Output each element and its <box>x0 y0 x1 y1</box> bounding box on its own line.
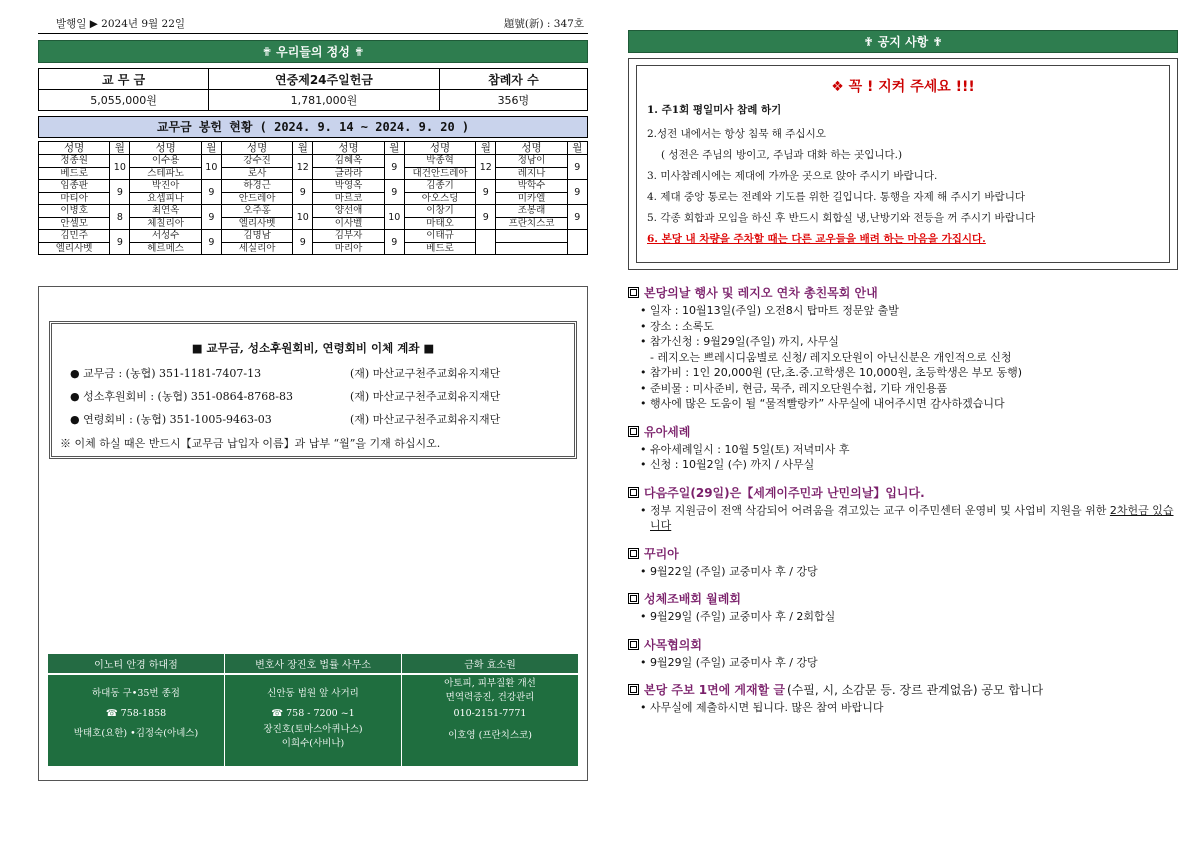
ad-line: 아토피, 피부질환 개선 <box>444 678 536 689</box>
ad-line: 장진호(토마스아퀴나스) <box>263 724 363 735</box>
section-item: • 일자 : 10월13일(주일) 오전8시 탑마트 정문앞 출발 <box>640 303 1178 319</box>
account-label: ● 교무금 : (농협) 351-1181-7407-13 <box>70 367 262 380</box>
section-title-text: 다음주일(29일)은【세계이주민과 난민의날】입니다. <box>644 485 925 500</box>
member-baptismal-name: 로사 <box>221 167 292 180</box>
member-month: 9 <box>110 180 130 205</box>
member-month: 9 <box>567 205 587 230</box>
table-row <box>39 230 588 243</box>
square-icon <box>628 287 639 298</box>
issue-number: 題號(新) : 347호 <box>503 18 584 30</box>
ad-line: ☎ 758 - 7200 ~1 <box>271 708 355 719</box>
dues-col-name: 성명 <box>404 142 475 155</box>
section-title-text: 사목협의회 <box>644 637 702 652</box>
member-name: 이병호 <box>39 205 110 218</box>
ad-line: 010-2151-7771 <box>453 708 527 719</box>
member-month: 9 <box>293 230 313 255</box>
ad-name: 금화 효소원 <box>402 654 579 675</box>
member-name: 정남이 <box>496 155 567 168</box>
member-month <box>476 230 496 255</box>
member-baptismal-name: 안드레아 <box>221 192 292 205</box>
member-month: 9 <box>384 155 404 180</box>
notice-item: 3. 미사참례시에는 제대에 가까운 곳으로 앉아 주시기 바랍니다. <box>647 170 938 182</box>
member-name: 서성수 <box>130 230 201 243</box>
section-item: • 참가신청 : 9월29일(주일) 까지, 사무실 <box>640 334 1178 350</box>
member-name <box>496 230 567 243</box>
news-section <box>628 590 1178 625</box>
section-title-text: 성체조배회 월례회 <box>644 592 741 606</box>
account-frame <box>38 286 588 781</box>
member-baptismal-name: 프란치스코 <box>496 217 567 230</box>
member-month: 12 <box>293 155 313 180</box>
section-item: • 9월29일 (주일) 교중미사 후 / 2회합실 <box>640 609 1178 625</box>
member-month: 9 <box>567 180 587 205</box>
member-baptismal-name: 마태오 <box>404 217 475 230</box>
dues-title: 교무금 봉헌 현황 ( 2024. 9. 14 ~ 2024. 9. 20 ) <box>38 116 588 138</box>
ad-line: 하대동 구•35번 종점 <box>92 688 180 699</box>
section-item-text: 정부 지원금이 전액 삭감되어 어려움을 겪고있는 교구 이주민센터 운영비 및 사업비 지원을 위한 <box>650 503 1107 517</box>
news-section <box>628 636 1178 671</box>
dues-col-name: 성명 <box>313 142 384 155</box>
right-page <box>628 30 1178 716</box>
member-name: 최연옥 <box>130 205 201 218</box>
section-item: • 준비물 : 미사준비, 현금, 묵주, 레지오단원수첩, 기타 개인용품 <box>640 381 1178 397</box>
member-month: 9 <box>293 180 313 205</box>
section-item: - 레지오는 쁘레시디움별로 신청/ 레지오단원이 아닌신분은 개인적으로 신청 <box>650 350 1012 364</box>
notice-frame <box>628 58 1178 270</box>
member-name: 이태규 <box>404 230 475 243</box>
ad-line: 신안동 법원 앞 사거리 <box>267 688 359 699</box>
member-month: 10 <box>110 155 130 180</box>
square-icon <box>628 548 639 559</box>
news-section <box>628 681 1178 716</box>
table-row <box>39 155 588 168</box>
section-title-extra: (수필, 시, 소감문 등. 장르 관계없음) 공모 합니다 <box>786 683 1044 697</box>
section-title <box>628 423 1178 440</box>
table-row <box>39 205 588 218</box>
section-item: • 참가비 : 1인 20,000원 (단,초.중.고학생은 10,000원, 초등학생은 부모 동행) <box>640 365 1178 381</box>
member-month: 10 <box>201 155 221 180</box>
member-baptismal-name: 대건안드레아 <box>404 167 475 180</box>
news-section <box>628 484 1178 534</box>
account-holder: (재) 마산교구천주교회유지재단 <box>350 390 501 403</box>
section-item: • 9월29일 (주일) 교중미사 후 / 강당 <box>640 655 1178 671</box>
member-baptismal-name: 안셀모 <box>39 217 110 230</box>
account-row <box>70 388 566 404</box>
member-name: 김혜옥 <box>313 155 384 168</box>
notice-item: 4. 제대 중앙 통로는 전례와 기도를 위한 길입니다. 통행을 자제 해 주시기 바랍니다 <box>647 191 1025 203</box>
member-baptismal-name: 베드로 <box>404 242 475 255</box>
square-icon <box>628 593 639 604</box>
account-note: ※ 이체 하실 때은 반드시【교무금 납입자 이름】과 납부 “월”을 기재 하십시오. <box>60 437 441 450</box>
member-name: 박영옥 <box>313 180 384 193</box>
section-title-text: 본당의날 행사 및 레지오 연차 총친목회 안내 <box>644 286 878 300</box>
square-icon <box>628 639 639 650</box>
notice-item: 5. 각종 회합과 모임을 하신 후 반드시 회합실 냉,난방기와 전등을 꺼 주시기 바랍니다 <box>647 212 1036 224</box>
member-baptismal-name: 요셉피나 <box>130 192 201 205</box>
member-baptismal-name: 아오스딩 <box>404 192 475 205</box>
square-icon <box>628 426 639 437</box>
news-section <box>628 423 1178 473</box>
account-row <box>70 411 566 427</box>
offering-header: 참례자 수 <box>439 69 587 90</box>
ad-body <box>48 674 225 766</box>
member-baptismal-name: 레지나 <box>496 167 567 180</box>
member-name: 이수용 <box>130 155 201 168</box>
member-name: 이창기 <box>404 205 475 218</box>
dues-col-name: 성명 <box>221 142 292 155</box>
account-holder: (재) 마산교구천주교회유지재단 <box>350 413 501 426</box>
member-baptismal-name: 미카엘 <box>496 192 567 205</box>
member-name: 조봉래 <box>496 205 567 218</box>
section-title <box>628 545 1178 562</box>
section-item: • 장소 : 소록도 <box>640 319 1178 335</box>
section-item: • 유아세례일시 : 10월 5일(토) 저녁미사 후 <box>640 442 1178 458</box>
member-name: 박학수 <box>496 180 567 193</box>
member-name: 정종원 <box>39 155 110 168</box>
section-title <box>628 484 1178 501</box>
notice-item: 6. 본당 내 차량을 주차할 때는 다른 교우들을 배려 하는 마음을 가집시다. <box>647 233 986 245</box>
section-title <box>628 590 1178 607</box>
member-month: 9 <box>201 230 221 255</box>
member-baptismal-name: 마르코 <box>313 192 384 205</box>
member-month: 10 <box>384 205 404 230</box>
member-month: 9 <box>201 205 221 230</box>
account-label: ● 성소후원회비 : (농협) 351-0864-8768-83 <box>70 390 294 403</box>
member-name: 임종판 <box>39 180 110 193</box>
dues-col-month: 월 <box>293 142 313 155</box>
member-baptismal-name: 세실리아 <box>221 242 292 255</box>
member-name: 김부자 <box>313 230 384 243</box>
account-label: ● 연령회비 : (농협) 351-1005-9463-03 <box>70 413 272 426</box>
notice-headline: ❖ 꼭 ! 지켜 주세요 !!! <box>831 79 975 95</box>
notice-item: 2.성전 내에서는 항상 침묵 해 주십시오 <box>647 128 826 140</box>
member-name: 박종혁 <box>404 155 475 168</box>
section-item: • 9월22일 (주일) 교중미사 후 / 강당 <box>640 564 1178 580</box>
member-name: 양선애 <box>313 205 384 218</box>
issue-date: 발행일 ▶ 2024년 9월 22일 <box>56 18 186 30</box>
member-month: 12 <box>476 155 496 180</box>
member-baptismal-name: 헤르메스 <box>130 242 201 255</box>
section-item: • 신청 : 10월2일 (수) 까지 / 사무실 <box>640 457 1178 473</box>
member-month: 9 <box>384 230 404 255</box>
member-month <box>567 230 587 255</box>
member-name: 오주홍 <box>221 205 292 218</box>
offering-value: 5,055,000원 <box>39 90 209 111</box>
table-row <box>39 180 588 193</box>
left-page <box>38 14 588 749</box>
section-title <box>628 636 1178 653</box>
dues-col-month: 월 <box>201 142 221 155</box>
dues-table <box>38 141 588 255</box>
issue-line <box>38 14 588 34</box>
member-month: 9 <box>110 230 130 255</box>
section-item <box>640 503 1178 534</box>
account-box <box>49 321 577 459</box>
member-name: 강수진 <box>221 155 292 168</box>
notice-item: 1. 주1회 평일미사 참례 하기 <box>647 104 782 116</box>
ad-line: 이호영 (프란치스코) <box>448 730 532 741</box>
offering-value: 356명 <box>439 90 587 111</box>
offering-header: 교 무 금 <box>39 69 209 90</box>
offering-header: 연중제24주일헌금 <box>209 69 440 90</box>
member-month: 9 <box>384 180 404 205</box>
member-baptismal-name: 체칠리아 <box>130 217 201 230</box>
member-baptismal-name: 마리아 <box>313 242 384 255</box>
offering-title: ✟ 우리들의 정성 ✟ <box>38 40 588 63</box>
section-title <box>628 681 1178 698</box>
member-name: 김종기 <box>404 180 475 193</box>
dues-col-month: 월 <box>567 142 587 155</box>
news-section <box>628 545 1178 580</box>
notice-box <box>636 65 1170 263</box>
section-title-text: 본당 주보 1면에 게재할 글 <box>644 683 785 697</box>
member-baptismal-name <box>496 242 567 255</box>
dues-col-month: 월 <box>110 142 130 155</box>
ad-body <box>225 674 402 766</box>
ad-line: 박태호(요한) •김정숙(아녜스) <box>73 728 199 739</box>
member-name: 김민주 <box>39 230 110 243</box>
member-baptismal-name: 엘리사벳 <box>221 217 292 230</box>
member-baptismal-name: 베드로 <box>39 167 110 180</box>
news-section <box>628 284 1178 412</box>
ad-name: 변호사 장진호 법률 사무소 <box>225 654 402 675</box>
account-title: ■ 교무금, 성소후원회비, 연령회비 이체 계좌 ■ <box>191 341 435 355</box>
member-baptismal-name: 글라라 <box>313 167 384 180</box>
account-holder: (재) 마산교구천주교회유지재단 <box>350 367 501 380</box>
ad-body <box>402 674 579 766</box>
square-icon <box>628 487 639 498</box>
offering-value: 1,781,000원 <box>209 90 440 111</box>
square-icon <box>628 684 639 695</box>
ad-name: 이노티 안경 하대점 <box>48 654 225 675</box>
member-baptismal-name: 이사벨 <box>313 217 384 230</box>
member-month: 8 <box>110 205 130 230</box>
section-title-text: 꾸리아 <box>644 546 679 561</box>
ads-table <box>47 653 579 767</box>
section-item: • 사무실에 제출하시면 됩니다. 많은 참여 바랍니다 <box>640 700 1178 716</box>
dues-col-name: 성명 <box>130 142 201 155</box>
member-baptismal-name: 스테파노 <box>130 167 201 180</box>
notice-item: ( 성전은 주님의 방이고, 주님과 대화 하는 곳입니다.) <box>661 149 903 161</box>
member-name: 박진아 <box>130 180 201 193</box>
offering-table <box>38 68 588 111</box>
section-title <box>628 284 1178 301</box>
section-title-text: 유아세례 <box>644 424 691 439</box>
account-row <box>70 365 566 381</box>
notice-title: ✟ 공지 사항 ✟ <box>628 30 1178 53</box>
member-month: 9 <box>476 180 496 205</box>
member-month: 9 <box>201 180 221 205</box>
ad-line: ☎ 758-1858 <box>105 708 167 719</box>
ad-line: 면역력증진, 건강관리 <box>445 692 535 703</box>
dues-col-month: 월 <box>384 142 404 155</box>
dues-col-name: 성명 <box>496 142 567 155</box>
member-baptismal-name: 마티아 <box>39 192 110 205</box>
member-name: 하경근 <box>221 180 292 193</box>
section-item: • 행사에 많은 도움이 될 “물적빨랑카” 사무실에 내어주시면 감사하겠습니다 <box>640 396 1178 412</box>
news-list <box>628 284 1178 716</box>
dues-col-name: 성명 <box>39 142 110 155</box>
ad-line: 이희수(사비나) <box>281 738 345 749</box>
member-month: 9 <box>476 205 496 230</box>
member-name: 김명남 <box>221 230 292 243</box>
dues-col-month: 월 <box>476 142 496 155</box>
member-month: 9 <box>567 155 587 180</box>
member-baptismal-name: 엘리사벳 <box>39 242 110 255</box>
member-month: 10 <box>293 205 313 230</box>
section-item-underlined: 2차헌금 있습니다 <box>650 503 1174 532</box>
